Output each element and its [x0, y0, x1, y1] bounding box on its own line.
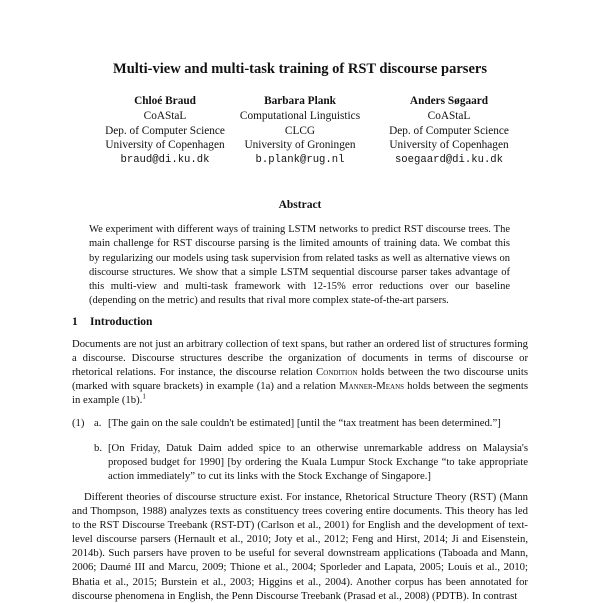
author-affiliation: Dep. of Computer Science [389, 124, 509, 137]
author-name: Chloé Braud [134, 95, 196, 107]
abstract-text: We experiment with different ways of training LSTM networks to predict RST discourse trees. The main challenge for RST discourse parsing is the limited amounts of training data. We combat this by regularizing our models using task supervision from related tasks as well as alternative views on discourse structures. We show that a simple LSTM sequential discourse parser takes advantage of this multi-view and multi-task framework with 12-15% error reductions over our baseline (depending on the metric) and results that rival more complex state-of-the-art parsers. [89, 224, 510, 307]
author-email: soegaard@di.ku.dk [394, 154, 504, 167]
author-affiliation: CLCG [284, 124, 316, 137]
paragraph-text: holds between the segments in example (1b). [72, 380, 528, 407]
author-affiliation: University of Groningen [244, 139, 356, 152]
author-name: Barbara Plank [264, 95, 336, 107]
example-label: a. [94, 417, 102, 429]
example-1a [72, 416, 528, 430]
author-affiliation: CoAStaL [143, 109, 187, 122]
author-block-3 [354, 94, 544, 168]
author-email: b.plank@rug.nl [255, 154, 345, 167]
section-number: 1 [72, 316, 78, 328]
relation-name-manner-means: Manner-Means [339, 380, 405, 393]
abstract-heading: Abstract [278, 199, 322, 211]
example-1b [94, 441, 528, 483]
author-email: braud@di.ku.dk [120, 154, 210, 167]
intro-paragraph-2: Different theories of discourse structure exist. For instance, Rhetorical Structure Theory (RST) (Mann and Thompson, 1988) analyzes texts as constituency trees covering entire documents. This theory has led to the RST Discourse Treebank (RST-DT) (Carlson et al., 2001) for English and the development of text-level discourse parsers (Hernault et al., 2010; Joty et al., 2012; Feng and Hirst, 2014; Ji and Eisenstein, 2014b). Such parsers have proven to be useful for several downstream applications (Taboada and Mann, 2006; Daumé III and Marcu, 2009; Thione et al., 2004; Sporleder and Lapata, 2005; Louis et al., 2010; Bhatia et al., 2015; Burstein et al., 2003; Higgins et al., 2004). Another corpus has been annotated for discourse phenomena in English, the Penn Discourse Treebank (Prasad et al., 2008) (PDTB). In contrast [72, 491, 528, 602]
author-affiliation: CoAStaL [427, 109, 471, 122]
relation-name-condition: Condition [316, 366, 358, 379]
example-label: b. [94, 442, 103, 454]
intro-paragraph-1 [72, 337, 528, 407]
author-affiliation: University of Copenhagen [105, 139, 225, 152]
section-heading [72, 316, 152, 328]
example-text: [On Friday, Datuk Daim added spice to an otherwise unremarkable address on Malaysia's proposed budget for 1990] [by ordering the Kuala Lumpur Stock Exchange “to take appropriate action immediately” to cut its links with the Stock Exchange of Singapore.] [108, 442, 528, 483]
example-number: (1) [72, 417, 85, 429]
section-title: Introduction [90, 316, 153, 328]
paragraph-text: holds between the two discourse units (marked with square brackets) in example (1a) and a relation [72, 366, 529, 393]
example-text: [The gain on the sale couldn't be estimated] [until the “tax treatment has been determined.”] [108, 417, 501, 429]
author-name: Anders Søgaard [409, 95, 489, 107]
paper-title: Multi-view and multi-task training of RST discourse parsers [113, 61, 487, 77]
author-affiliation: Dep. of Computer Science [105, 124, 225, 137]
author-affiliation: Computational Linguistics [239, 109, 361, 122]
paragraph-text: Documents are not just an arbitrary collection of text spans, but rather an ordered list of structures forming a discourse. Discourse structures describe the organization of documents in terms of discourse or rhetorical relations. For instance, the discourse relation [72, 338, 528, 379]
author-affiliation: University of Copenhagen [389, 139, 509, 152]
footnote-marker: 1 [142, 392, 146, 401]
